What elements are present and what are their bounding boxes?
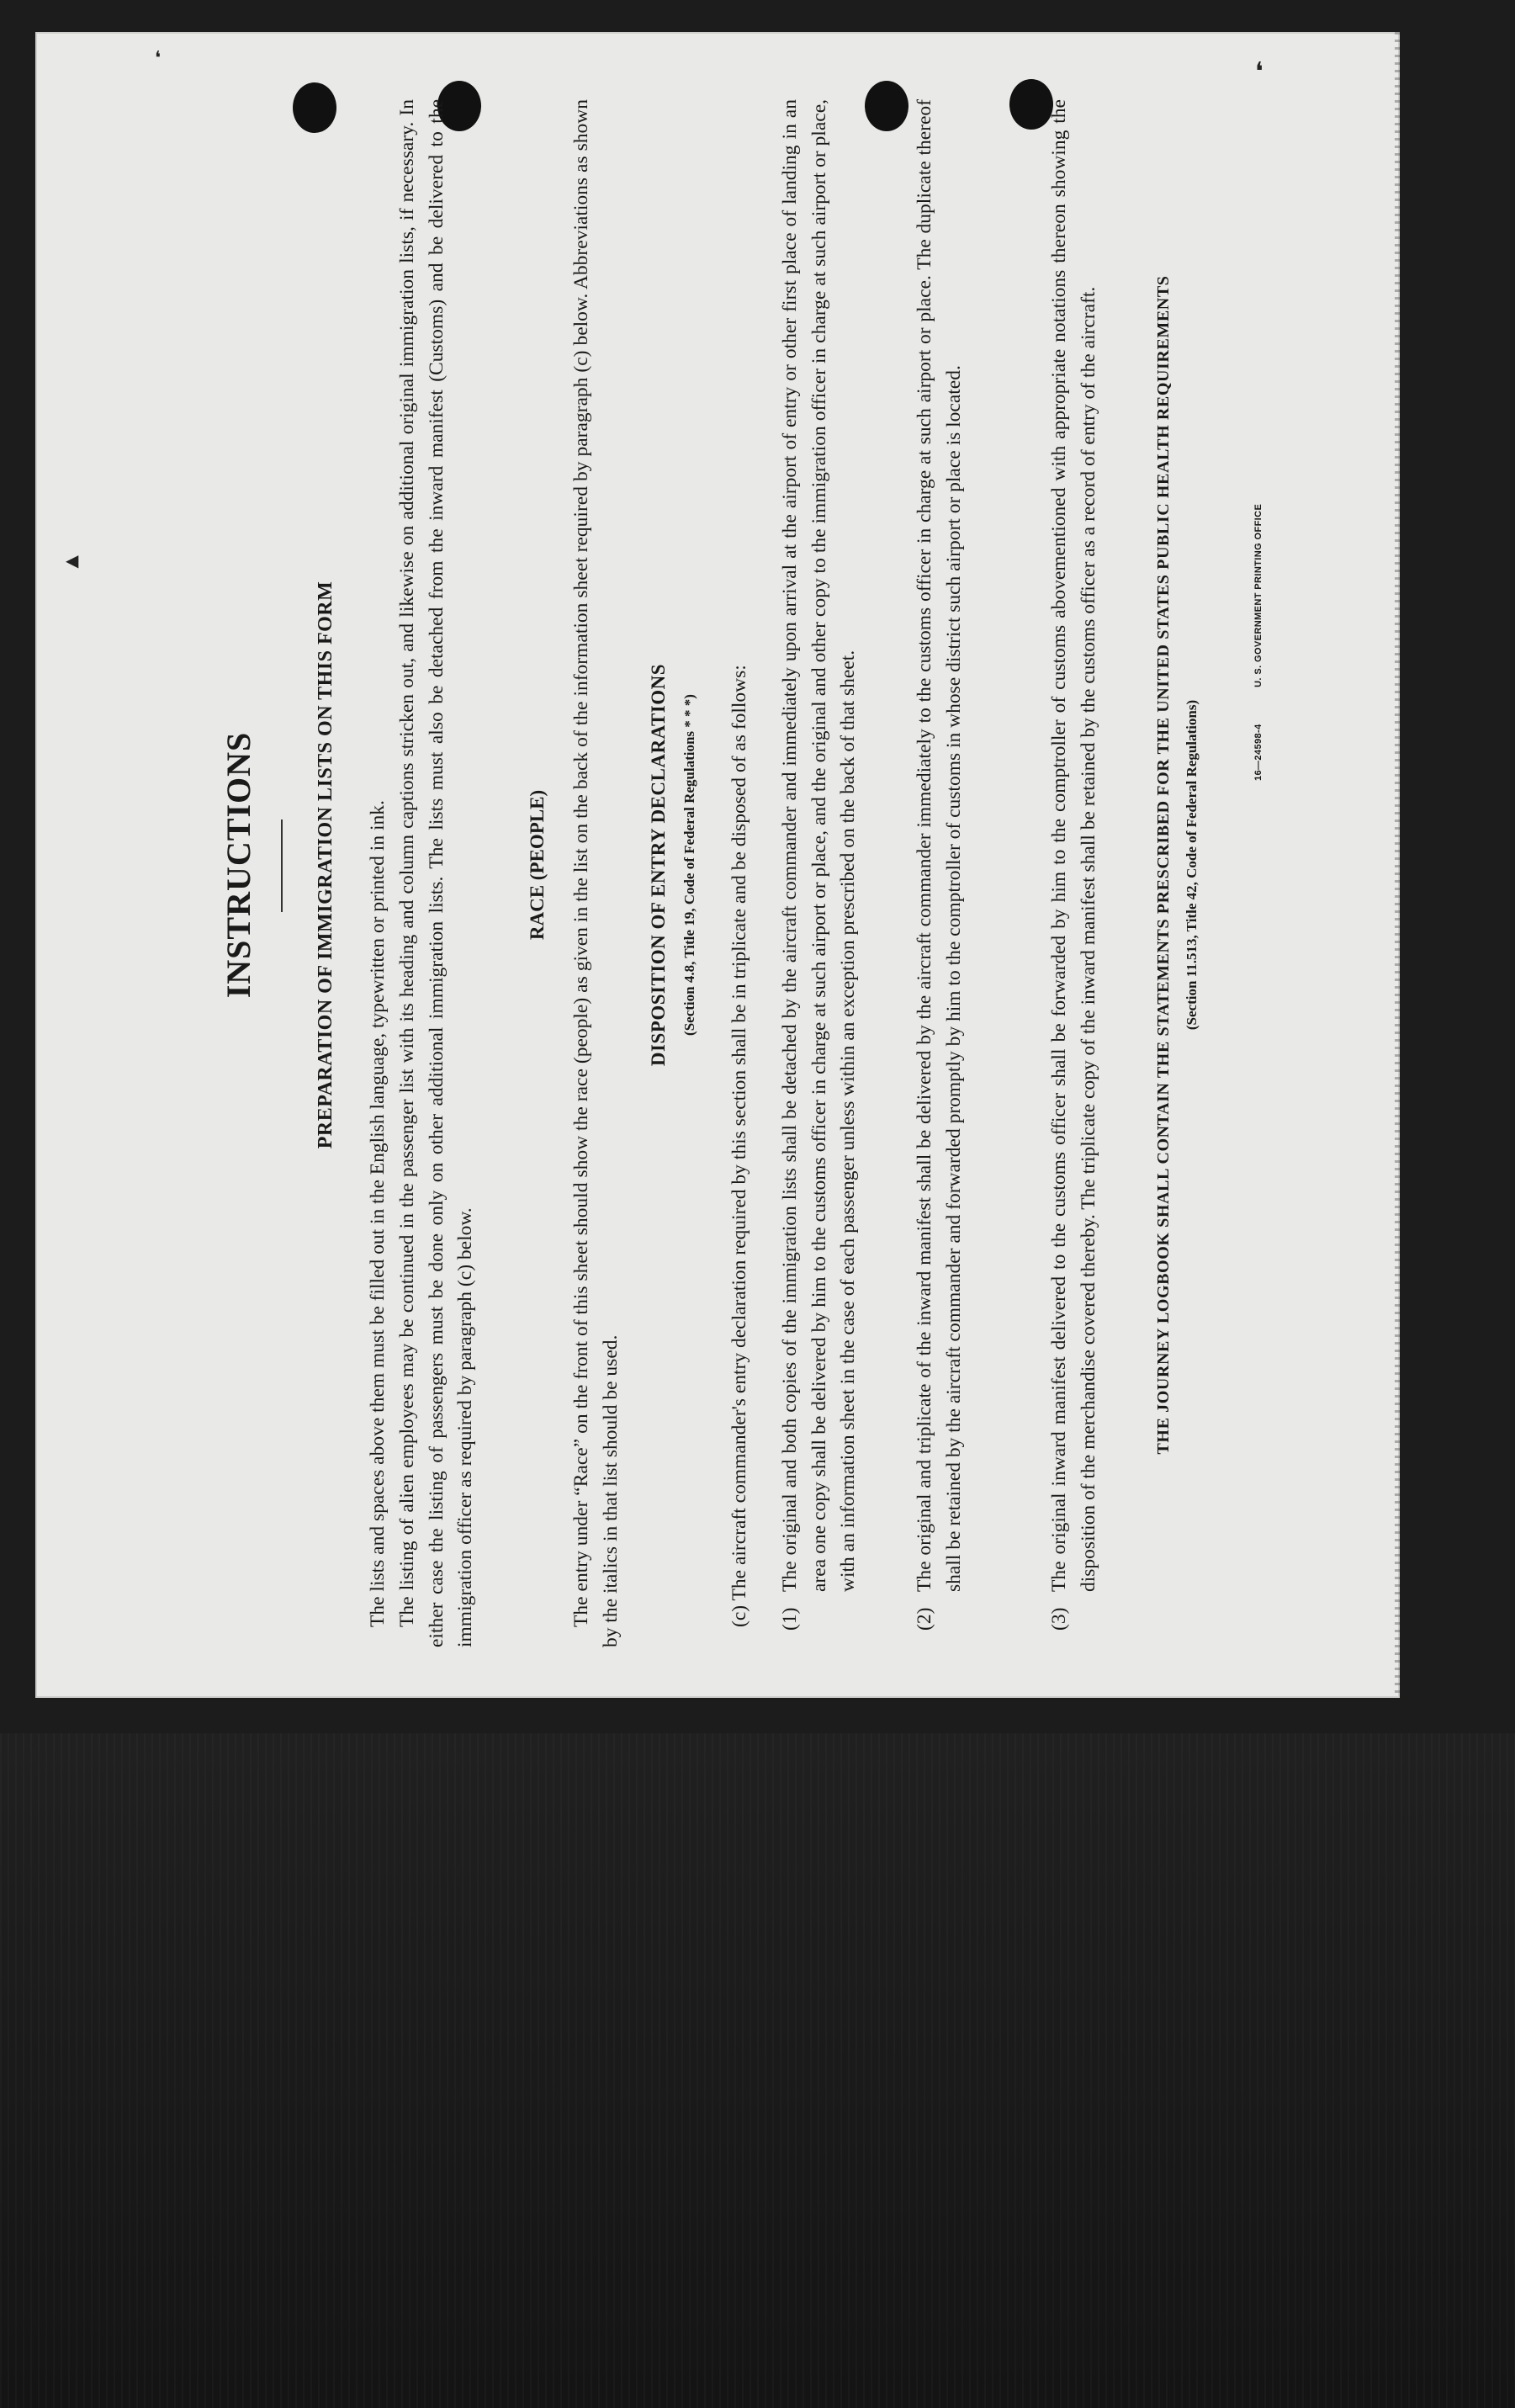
item-text: The original and both copies of the immigration lists shall be detached by the aircraft commander and immediately upon arrival at the airport of entry or other first place of landing in an area one copy shall be delivered by him to the customs officer in charge at such airport or place, and the original and other copy to the immigration officer in charge at such airport or place, with an information sheet in the case of each passenger unless within an exception prescribed on the back of that sheet.	[779, 99, 859, 1592]
preparation-paragraph-1: The lists and spaces above them must be filled out in the English language, typewritten or printed in ink.	[367, 800, 389, 1627]
race-paragraph: The entry under “Race” on the front of this sheet should show the race (people) as given in the list on the back of the information sheet required by paragraph (c) below. Abbreviations as shown by the italics in that list should be used.	[570, 99, 622, 1647]
ink-mark: ❛	[1255, 58, 1263, 86]
disposition-item	[776, 99, 863, 1631]
disposition-item	[1045, 99, 1103, 1631]
disposition-item	[910, 99, 968, 1631]
preparation-heading: PREPARATION OF IMMIGRATION LISTS ON THIS FORM	[315, 581, 336, 1149]
disposition-heading: DISPOSITION OF ENTRY DECLARATIONS	[648, 663, 669, 1067]
item-number: (3)	[1048, 1607, 1070, 1631]
page-title: INSTRUCTIONS	[220, 731, 257, 999]
logbook-citation: (Section 11.513, Title 42, Code of Federal Regulations)	[1184, 699, 1200, 1031]
item-number: (1)	[779, 1607, 801, 1631]
form-page	[35, 32, 1400, 1698]
title-rule	[281, 819, 283, 912]
arrow-mark: ◀	[66, 552, 79, 570]
form-number: 16—24598-4	[1253, 724, 1263, 781]
race-heading: RACE (PEOPLE)	[527, 789, 548, 941]
scan-background	[0, 1733, 1515, 2408]
disposition-intro: (c) The aircraft commander's entry declaration required by this section shall be in triplicate and be disposed of as follows:	[728, 665, 750, 1627]
disposition-citation: (Section 4.8, Title 19, Code of Federal Regulations * * *)	[681, 694, 697, 1036]
printer-name: U. S. GOVERNMENT PRINTING OFFICE	[1253, 503, 1263, 687]
item-text: The original inward manifest delivered to the customs officer shall be forwarded by him to the comptroller of customs abovementioned with appropriate notations thereon showing the disposition of the merchandise covered thereby. The triplicate copy of the inward manifest shall be retained by the customs officer as a record of entry of the aircraft.	[1048, 99, 1099, 1592]
instructions-content	[35, 82, 1400, 1647]
item-number: (2)	[914, 1607, 935, 1631]
ink-mark: ❛	[155, 47, 162, 68]
printer-imprint	[1253, 470, 1263, 781]
preparation-paragraph-2: The listing of alien employees may be continued in the passenger list with its heading and column captions stricken out, and likewise on additional original immigration lists, if necessary. In either case the listing of passengers must be done only on other additional immigration lists. The lists must also be detached from the inward manifest (Customs) and be delivered to the immigration officer as required by paragraph (c) below.	[396, 99, 476, 1647]
rotated-text-block	[35, 32, 1400, 1698]
item-text: The original and triplicate of the inward manifest shall be delivered by the aircraft commander immediately to the customs officer in charge at such airport or place. The duplicate thereof shall be retained by the aircraft commander and forwarded promptly by him to the comptroller of customs in whose district such airport or place is located.	[914, 99, 965, 1592]
logbook-requirement: THE JOURNEY LOGBOOK SHALL CONTAIN THE STATEMENTS PRESCRIBED FOR THE UNITED STATES PUBLIC HEALTH REQUIREMENTS	[1154, 275, 1173, 1455]
